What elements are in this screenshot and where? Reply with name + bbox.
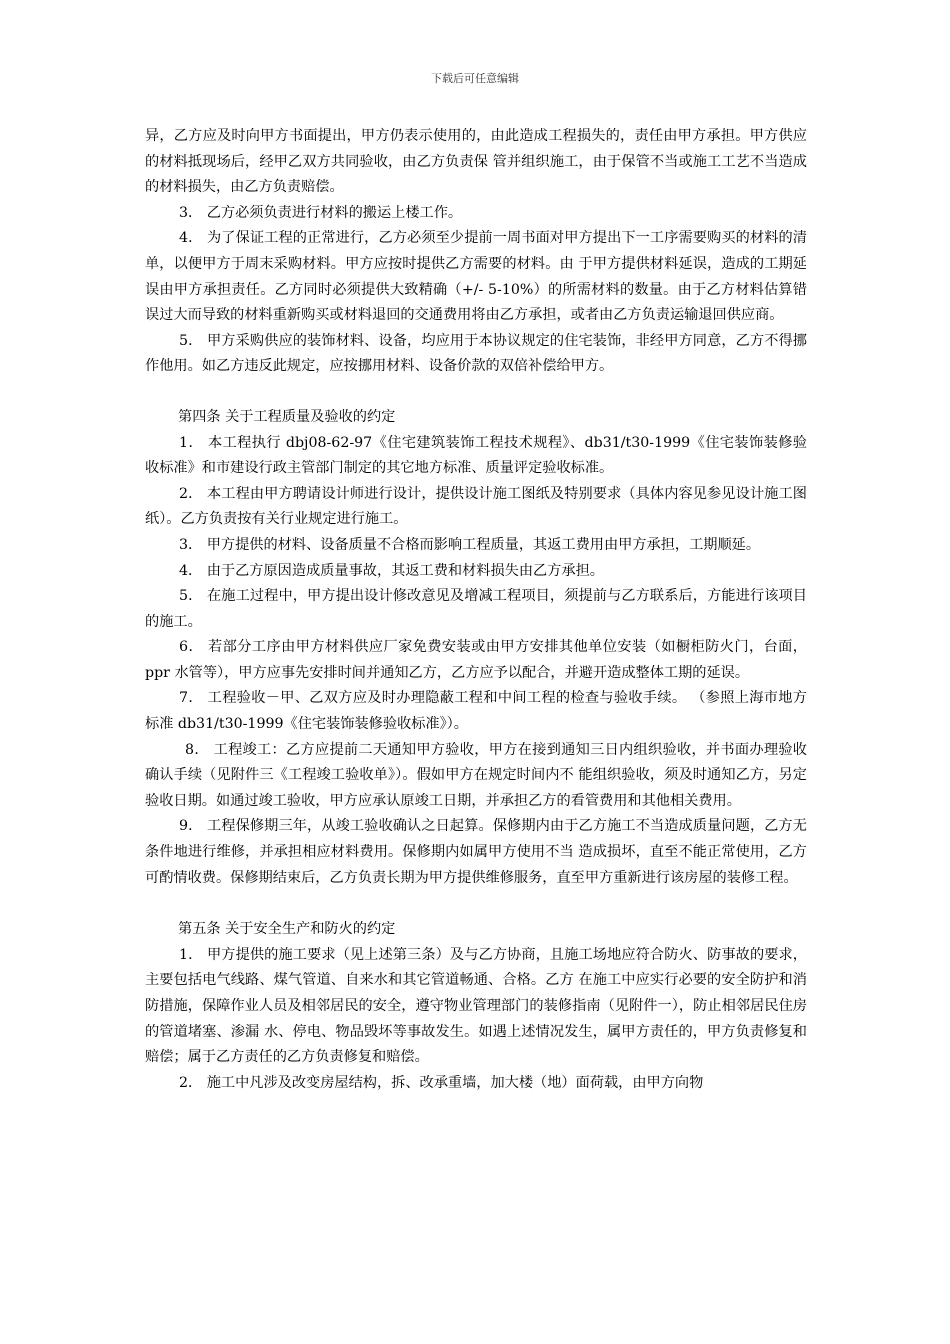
article4-title: 第四条 关于工程质量及验收的约定 — [178, 408, 396, 425]
article4-clause-5: 5． 在施工过程中，甲方提出设计修改意见及增减工程项目，须提前与乙方联系后，方能进行该项目的施工。 — [145, 588, 807, 630]
article5-title: 第五条 关于安全生产和防火的约定 — [178, 921, 396, 938]
article4-clause-4: 4． 由于乙方原因造成质量事故，其返工费和材料损失由乙方承担。 — [179, 562, 604, 579]
article4-clause-6: 6． 若部分工序由甲方材料供应厂家免费安装或由甲方安排其他单位安装（如橱柜防火门，台面，ppr 水管等），甲方应事先安排时间并通知乙方，乙方应予以配合，并避开造成整体工期的延误。 — [145, 639, 807, 681]
article4-clause-3: 3． 甲方提供的材料、设备质量不合格而影响工程质量，其返工费用由甲方承担，工期顺延。 — [179, 536, 761, 553]
article4-clause-1: 1． 本工程执行 dbj08-62-97《住宅建筑装饰工程技术规程》、db31/t30-1999《住宅装饰装修验收标准》和市建设行政主管部门制定的其它地方标准、质量评定验收标准。 — [145, 434, 807, 477]
article4-clause-8: 8． 工程竣工：乙方应提前二天通知甲方验收，甲方在接到通知三日内组织验收，并书面办理验收确认手续（见附件三《工程竣工验收单》）。假如甲方在规定时间内不 能组织验收，须及时通知乙方，另定验收日期。如通过竣工验收，甲方应承认原竣工日期，并承担乙方的看管费用和其他相关费用。 — [145, 741, 807, 809]
article3-clause-4: 4． 为了保证工程的正常进行，乙方必须至少提前一周书面对甲方提出下一工序需要购买的材料的清单，以便甲方于周末采购材料。甲方应按时提供乙方需要的材料。由 于甲方提供材料延误，造成的工期延误由甲方承担责任。乙方同时必须提供大致精确（+/- 5-10%）的所需材料的数量。由于乙方材料估算错误过大而导致的材料重新购买或材料退回的交通费用将由乙方承担，或者由乙方负责运输退回供应商。 — [145, 230, 807, 324]
article4-clause-9: 9． 工程保修期三年，从竣工验收确认之日起算。保修期内由于乙方施工不当造成质量问题，乙方无条件地进行维修，并承担相应材料费用。保修期内如属甲方使用不当 造成损坏，直至不能正常使用，乙方可酌情收费。保修期结束后，乙方负责长期为甲方提供维修服务，直至甲方重新进行该房屋的装修工程。 — [145, 818, 807, 886]
paragraph-continuation: 异，乙方应及时向甲方书面提出，甲方仍表示使用的，由此造成工程损失的，责任由甲方承担。甲方供应的材料抵现场后，经甲乙双方共同验收，由乙方负责保 管并组织施工，由于保管不当或施工工艺不当造成的材料损失，由乙方负责赔偿。 — [145, 128, 807, 196]
article5-clause-2: 2． 施工中凡涉及改变房屋结构，拆、改承重墙，加大楼（地）面荷载，由甲方向物 — [179, 1074, 704, 1091]
page-header: 下载后可任意编辑 — [431, 72, 519, 85]
article4-clause-7: 7． 工程验收－甲、乙双方应及时办理隐蔽工程和中间工程的检查与验收手续。 （参照上海市地方标准 db31/t30-1999《住宅装饰装修验收标准》）。 — [145, 690, 807, 733]
article5-clause-1: 1． 甲方提供的施工要求（见上述第三条）及与乙方协商，且施工场地应符合防火、防事故的要求，主要包括电气线路、煤气管道、自来水和其它管道畅通、合格。乙方 在施工中应实行必要的安全防护和消防措施，保障作业人员及相邻居民的安全，遵守物业管理部门的装修指南（见附件一），防止相邻居民住房的管道堵塞、渗漏 水、停电、物品毁坏等事故发生。如遇上述情况发生，属甲方责任的，甲方负责修复和赔偿；属于乙方责任的乙方负责修复和赔偿。 — [145, 946, 807, 1066]
article3-clause-5: 5． 甲方采购供应的装饰材料、设备，均应用于本协议规定的住宅装饰，非经甲方同意，乙方不得挪作他用。如乙方违反此规定，应按挪用材料、设备价款的双倍补偿给甲方。 — [145, 332, 807, 375]
article3-clause-3: 3． 乙方必须负责进行材料的搬运上楼工作。 — [179, 204, 463, 221]
document-body — [145, 124, 807, 1096]
article4-clause-2: 2． 本工程由甲方聘请设计师进行设计，提供设计施工图纸及特别要求（具体内容见参见设计施工图纸）。乙方负责按有关行业规定进行施工。 — [145, 485, 807, 528]
